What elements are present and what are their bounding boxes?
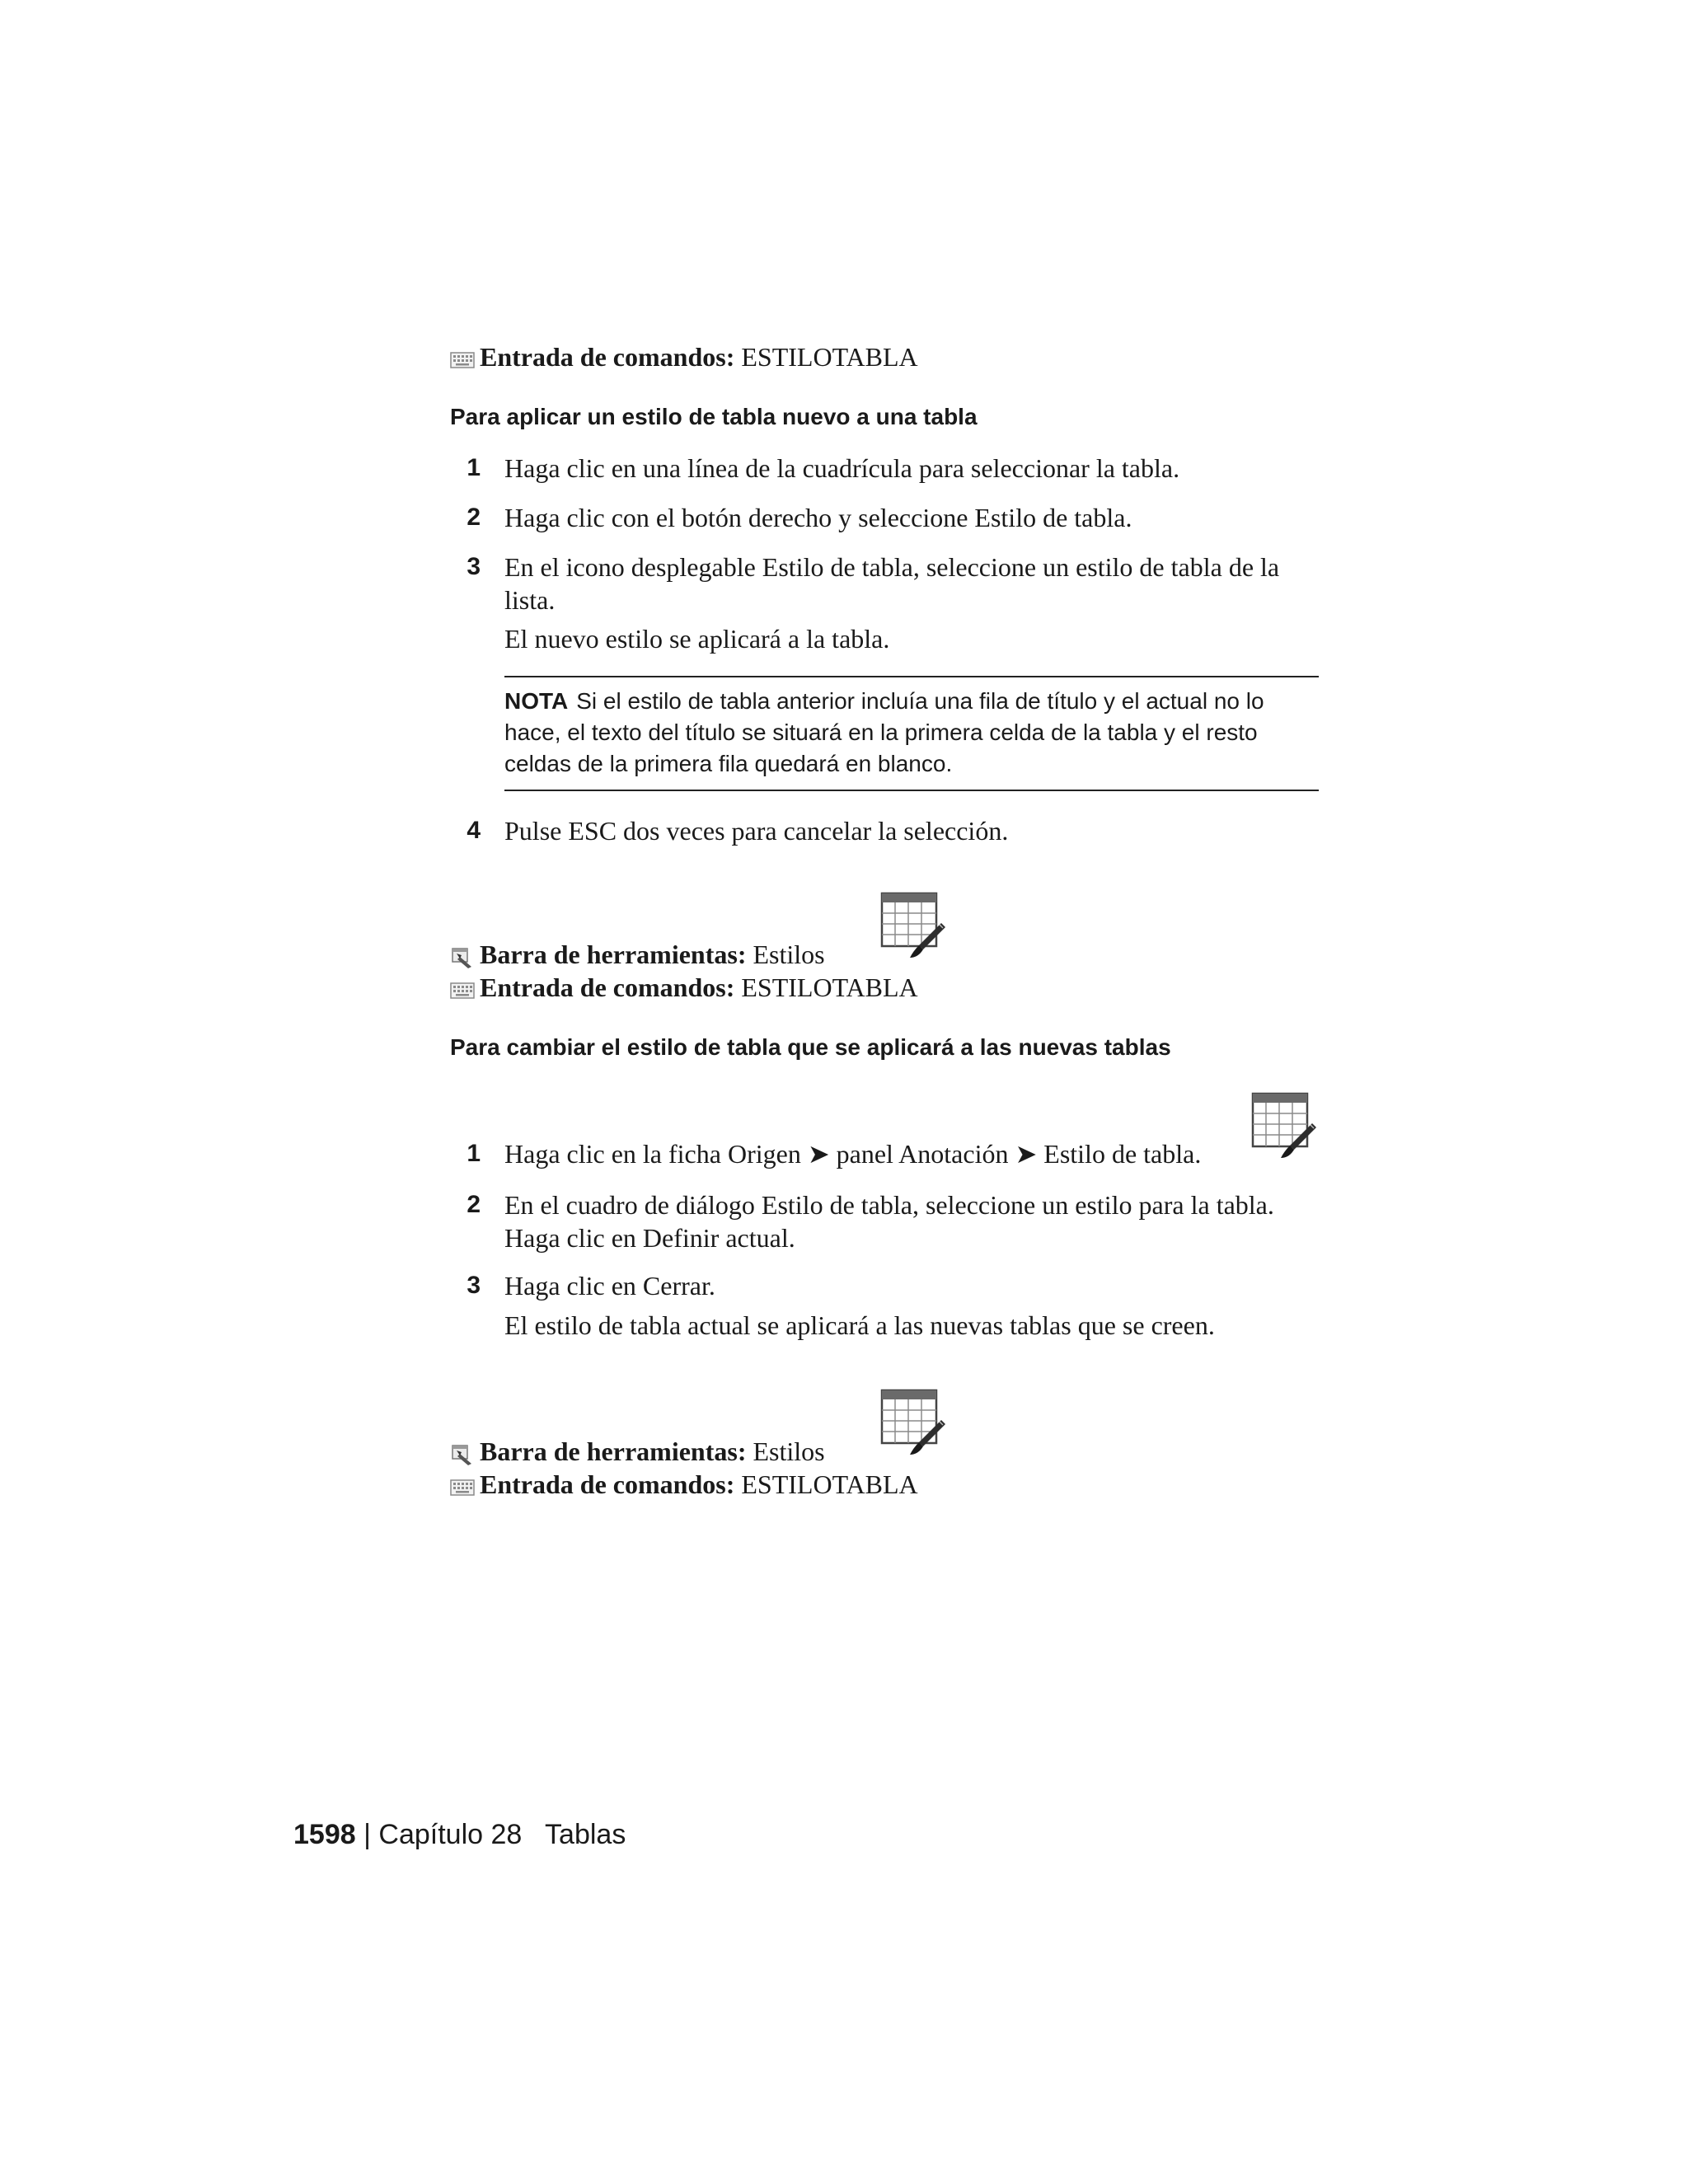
keyboard-icon (450, 351, 475, 369)
step-number: 3 (467, 553, 481, 580)
command-entry-line (450, 340, 918, 373)
command-entry-line (450, 971, 918, 1004)
section-heading: Para cambiar el estilo de tabla que se aplicará a las nuevas tablas (450, 1034, 1171, 1060)
toolbar-label: Barra de herramientas: (480, 1436, 747, 1466)
toolbar-icon (450, 1442, 475, 1467)
note-box (504, 676, 1319, 791)
command-entry-label: Entrada de comandos: (480, 972, 735, 1002)
toolbar-label: Barra de herramientas: (480, 940, 747, 969)
step-text: En el cuadro de diálogo Estilo de tabla, seleccione un estilo para la tabla. Haga clic en Definir actual. (504, 1190, 1274, 1253)
step-text: Pulse ESC dos veces para cancelar la selección. (504, 816, 1009, 846)
step-text: Haga clic en Cerrar. (504, 1271, 715, 1301)
keyboard-icon (450, 982, 475, 1000)
table-style-icon[interactable] (880, 1387, 946, 1457)
step-number: 1 (467, 454, 481, 481)
keyboard-icon (450, 1479, 475, 1497)
step-result: El estilo de tabla actual se aplicará a las nuevas tablas que se creen. (504, 1310, 1215, 1340)
command-entry-line (450, 1468, 918, 1501)
note (504, 686, 1319, 780)
note-text: Si el estilo de tabla anterior incluía una fila de título y el actual no lo hace, el texto del título se situará en la primera celda de la tabla y el resto celdas de la primera fila quedará en blanco. (504, 688, 1264, 776)
toolbar-value: Estilos (753, 1436, 825, 1466)
chapter-title: Tablas (545, 1819, 626, 1850)
step-text: En el icono desplegable Estilo de tabla, seleccione un estilo de tabla de la lista. (504, 552, 1280, 615)
toolbar-line (450, 938, 825, 971)
table-style-icon[interactable] (880, 890, 946, 960)
step-text: Haga clic en la ficha Origen ➤ panel Anotación ➤ Estilo de tabla. (504, 1139, 1202, 1169)
toolbar-line (450, 1435, 825, 1468)
command-entry-value: ESTILOTABLA (741, 342, 918, 372)
toolbar-value: Estilos (753, 940, 825, 969)
step-number: 4 (467, 817, 481, 844)
chapter-label: Capítulo 28 (378, 1819, 523, 1850)
page-number: 1598 (293, 1819, 356, 1850)
footer-separator: | (363, 1819, 371, 1850)
step-number: 3 (467, 1272, 481, 1299)
toolbar-icon (450, 945, 475, 970)
step-text: Haga clic con el botón derecho y seleccione Estilo de tabla. (504, 503, 1132, 532)
command-entry-value: ESTILOTABLA (741, 972, 918, 1002)
step-number: 2 (467, 1191, 481, 1218)
step-number: 2 (467, 504, 481, 531)
step-text: Haga clic en una línea de la cuadrícula para seleccionar la tabla. (504, 453, 1180, 483)
command-entry-label: Entrada de comandos: (480, 342, 735, 372)
command-entry-label: Entrada de comandos: (480, 1469, 735, 1499)
command-entry-value: ESTILOTABLA (741, 1469, 918, 1499)
step-number: 1 (467, 1140, 481, 1167)
page-footer (293, 1816, 626, 1853)
table-style-icon[interactable] (1251, 1090, 1317, 1160)
note-label: NOTA (504, 688, 569, 714)
section-heading: Para aplicar un estilo de tabla nuevo a una tabla (450, 404, 978, 429)
step-result: El nuevo estilo se aplicará a la tabla. (504, 624, 890, 654)
